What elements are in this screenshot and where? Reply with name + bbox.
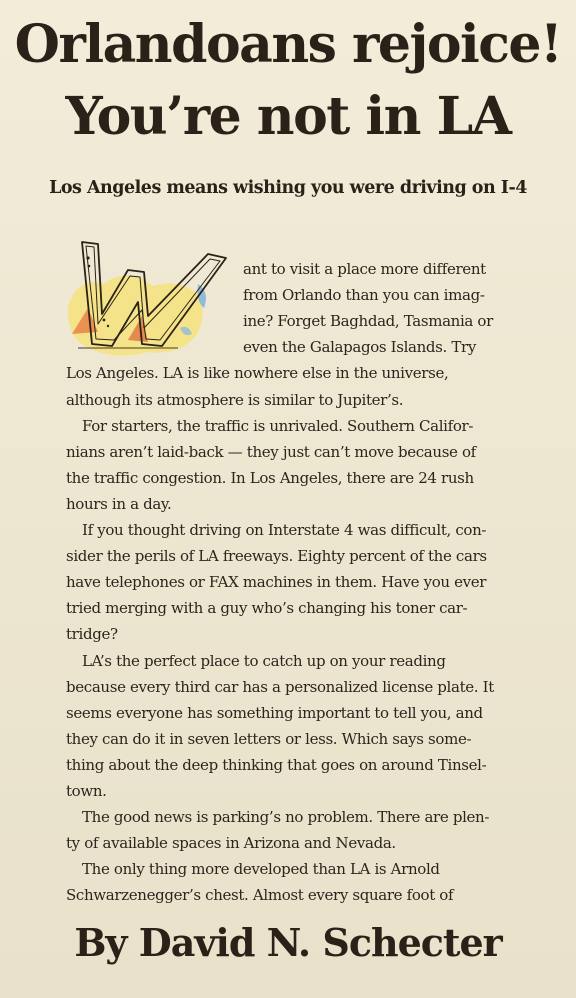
headline-line-2: You’re not in LA: [65, 86, 511, 147]
body-line: they can do it in seven letters or less. Which says some-: [66, 729, 472, 748]
body-line: tridge?: [66, 625, 118, 644]
body-line: ine? Forget Baghdad, Tasmania or: [243, 312, 493, 331]
body-line: LA’s the perfect place to catch up on your reading: [82, 651, 446, 670]
headline-line-1: Orlandoans rejoice!: [14, 14, 562, 75]
body-line: town.: [66, 782, 107, 800]
body-line: from Orlando than you can imag-: [243, 286, 485, 305]
body-line: The good news is parking’s no problem. There are plen-: [82, 808, 490, 827]
body-line: seems everyone has something important to tell you, and: [66, 703, 483, 722]
body-line: For starters, the traffic is unrivaled. Southern Califor-: [82, 416, 474, 435]
byline: By David N. Schecter: [74, 920, 502, 965]
body-line: thing about the deep thinking that goes on around Tinsel-: [66, 755, 487, 774]
body-line: Schwarzenegger’s chest. Almost every square foot of: [66, 886, 454, 905]
body-line: although its atmosphere is similar to Jupiter’s.: [66, 390, 404, 409]
body-line: hours in a day.: [66, 494, 172, 513]
body-line: Los Angeles. LA is like nowhere else in the universe,: [66, 364, 449, 383]
subheadline: Los Angeles means wishing you were driving on I-4: [49, 178, 527, 198]
body-line: ant to visit a place more different: [243, 260, 486, 278]
body-line: The only thing more developed than LA is Arnold: [82, 860, 440, 879]
body-line: because every third car has a personalized license plate. It: [66, 677, 494, 696]
body-line: have telephones or FAX machines in them. Have you ever: [66, 573, 487, 592]
body-line: the traffic congestion. In Los Angeles, there are 24 rush: [66, 468, 474, 487]
body-line: nians aren’t laid-back — they just can’t move because of: [66, 442, 476, 461]
body-line: If you thought driving on Interstate 4 was difficult, con-: [82, 521, 487, 539]
drop-cap-w-illustration: [58, 236, 234, 360]
body-line: tried merging with a guy who’s changing his toner car-: [66, 599, 468, 618]
body-line: ty of available spaces in Arizona and Nevada.: [66, 834, 396, 853]
body-line: sider the perils of LA freeways. Eighty percent of the cars: [66, 547, 487, 566]
body-line: even the Galapagos Islands. Try: [243, 338, 476, 357]
